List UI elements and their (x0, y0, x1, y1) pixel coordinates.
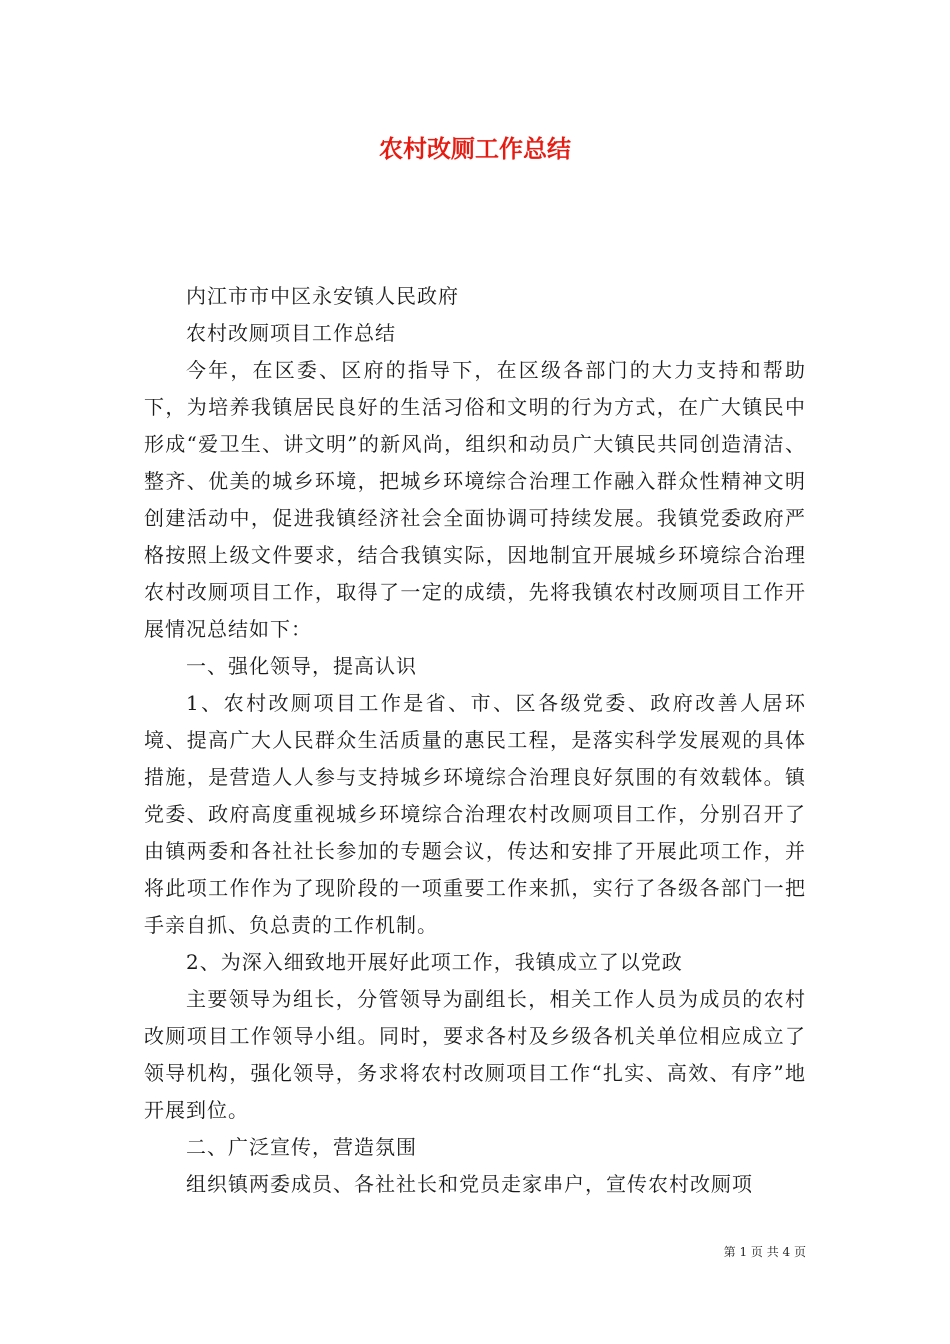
paragraph-point-1: 1、农村改厕项目工作是省、市、区各级党委、政府改善人居环境、提高广大人民群众生活质量的惠民工程，是落实科学发展观的具体措施，是营造人人参与支持城乡环境综合治理良好氛围的有效载体。镇党委、政府高度重视城乡环境综合治理农村改厕项目工作，分别召开了由镇两委和各社社长参加的专题会议，传达和安排了开展此项工作，并将此项工作作为了现阶段的一项重要工作来抓，实行了各级各部门一把手亲自抓、负总责的工作机制。 (144, 691, 806, 937)
document-title: 农村改厕工作总结 (379, 135, 571, 163)
section-heading-2: 二、广泛宣传，营造氛围 (186, 1135, 417, 1159)
section-heading-1: 一、强化领导，提高认识 (186, 654, 417, 678)
paragraph-organization: 内江市市中区永安镇人民政府 (186, 284, 459, 308)
paragraph-subtitle: 农村改厕项目工作总结 (186, 321, 396, 345)
paragraph-section-2: 组织镇两委成员、各社社长和党员走家串户，宣传农村改厕项 (186, 1172, 753, 1196)
document-body (144, 278, 806, 1203)
paragraph-point-2: 2、为深入细致地开展好此项工作，我镇成立了以党政 (186, 950, 683, 974)
paragraph-point-2-cont: 主要领导为组长，分管领导为副组长，相关工作人员为成员的农村改厕项目工作领导小组。同时，要求各村及乡级各机关单位相应成立了领导机构，强化领导，务求将农村改厕项目工作“扎实、高效、有序”地开展到位。 (144, 987, 806, 1122)
paragraph-intro: 今年，在区委、区府的指导下，在区级各部门的大力支持和帮助下，为培养我镇居民良好的生活习俗和文明的行为方式，在广大镇民中形成“爱卫生、讲文明”的新风尚，组织和动员广大镇民共同创造清洁、整齐、优美的城乡环境，把城乡环境综合治理工作融入群众性精神文明创建活动中，促进我镇经济社会全面协调可持续发展。我镇党委政府严格按照上级文件要求，结合我镇实际，因地制宜开展城乡环境综合治理农村改厕项目工作，取得了一定的成绩，先将我镇农村改厕项目工作开展情况总结如下： (144, 358, 806, 641)
page-number: 第 1 页 共 4 页 (723, 1245, 806, 1259)
